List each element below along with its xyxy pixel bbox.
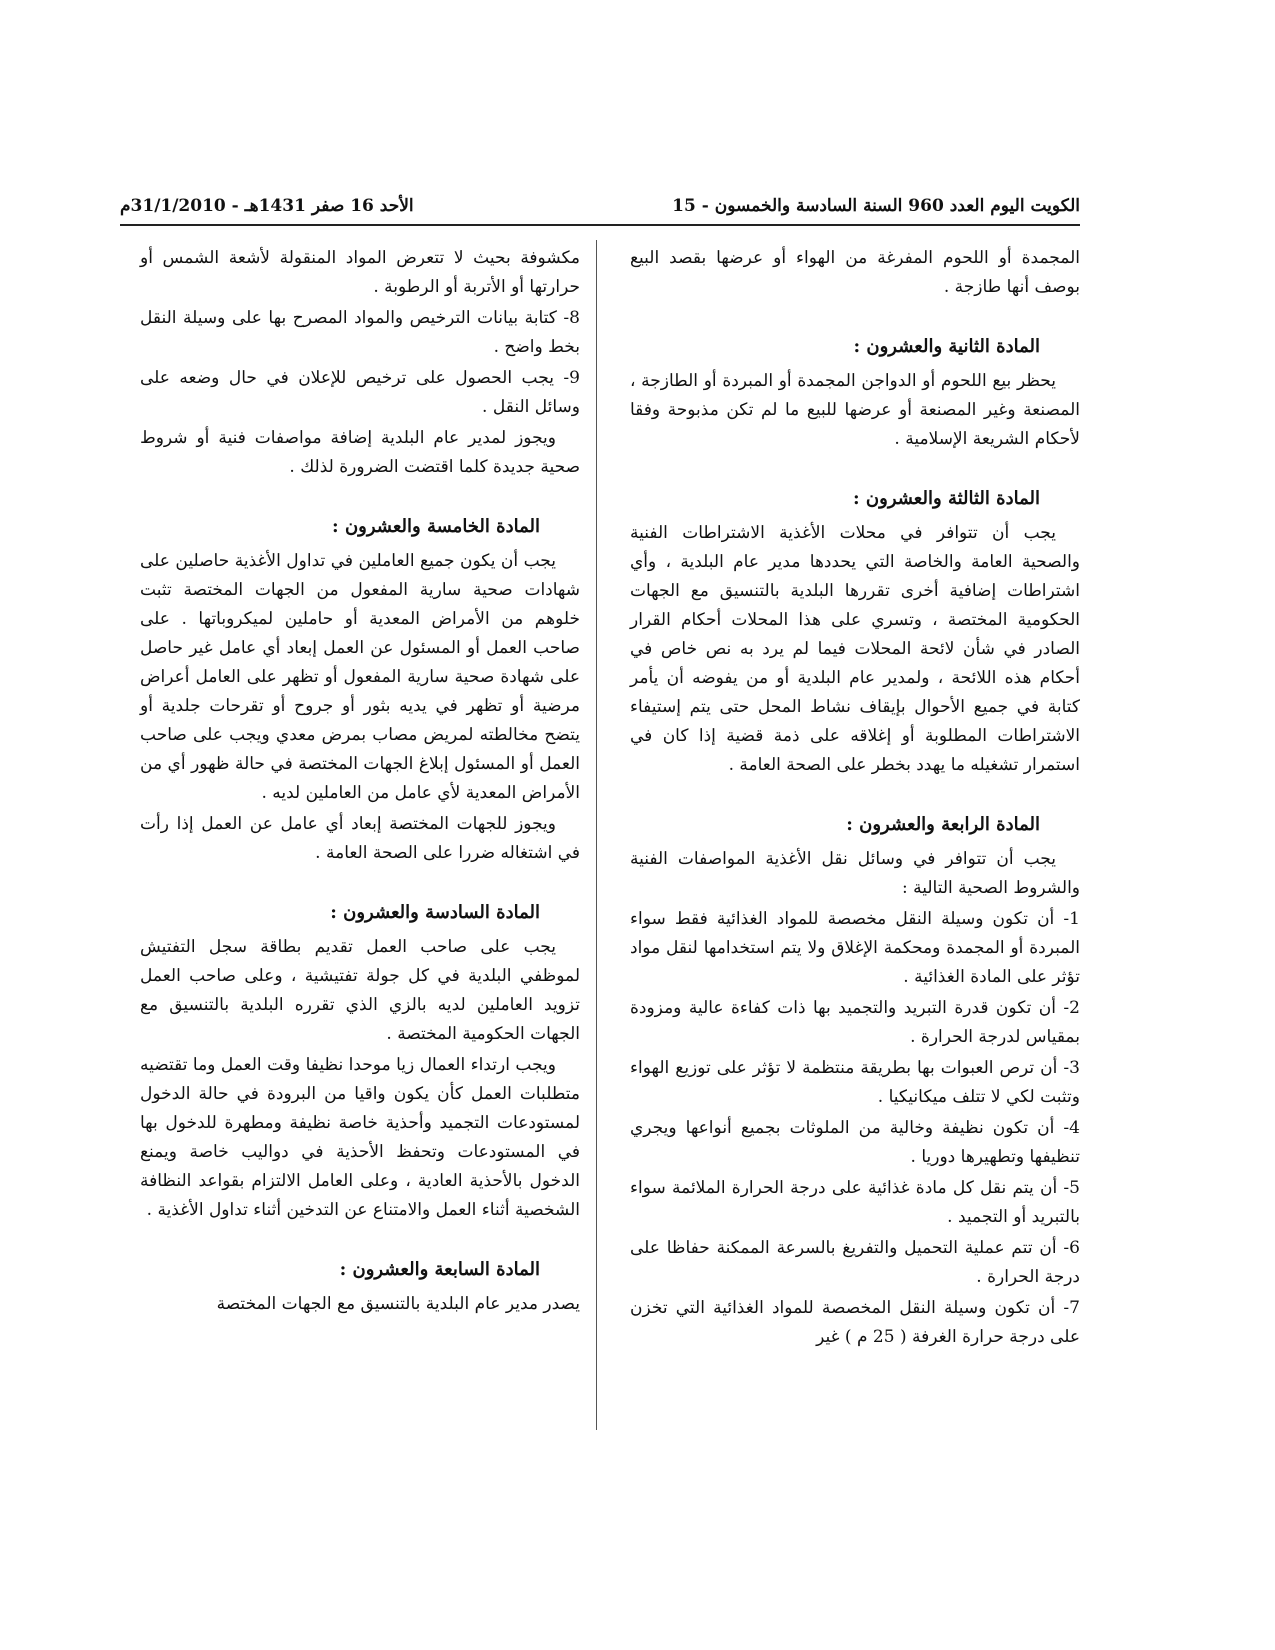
article-heading: المادة الخامسة والعشرون : (332, 516, 540, 537)
left-column (140, 244, 580, 1321)
article-heading: المادة السابعة والعشرون : (339, 1259, 540, 1280)
paragraph: ويجب ارتداء العمال زيا موحدا نظيفا وقت العمل وما تقتضيه متطلبات العمل كأن يكون واقيا من البرودة في حالة الدخول لمستودعات التجميد وأحذية خاصة نظيفة ومطهرة للدخول بها في المستودعات وتحفظ الأحذية في دواليب خاصة ويمنع الدخول بالأحذية العادية ، وعلى العامل الالتزام بقواعد النظافة الشخصية أثناء العمل والامتناع عن التدخين أثناء تداول الأغذية . (140, 1055, 580, 1220)
paragraph: يجب أن تتوافر في محلات الأغذية الاشتراطات الفنية والصحية العامة والخاصة التي يحددها مدير عام البلدية ، وأي اشتراطات إضافية أخرى تقررها البلدية بالتنسيق مع الجهات الحكومية المختصة ، وتسري على هذا المحلات أحكام القرار الصادر في شأن لائحة المحلات فيما لم يرد به نص خاص في أحكام هذه اللائحة ، ولمدير عام البلدية أو من يفوضه أن يأمر كتابة في جميع الأحوال بإيقاف نشاط المحل حتى يتم إستيفاء الاشتراطات المطلوبة أو إغلاقه على ذمة قضية إذا كان في استمرار تشغيله ما يهدد بخطر على الصحة العامة . (630, 523, 1080, 775)
article-heading: المادة الثانية والعشرون : (853, 336, 1040, 357)
list-item: 3- أن ترص العبوات بها بطريقة منتظمة لا تؤثر على توزيع الهواء وتثبت لكي لا تتلف ميكانيكيا . (630, 1058, 1080, 1107)
paragraph: مكشوفة بحيث لا تتعرض المواد المنقولة لأشعة الشمس أو حرارتها أو الأتربة أو الرطوبة . (140, 248, 580, 297)
column-divider (596, 240, 597, 1430)
header-rule (120, 224, 1080, 226)
list-item: 2- أن تكون قدرة التبريد والتجميد بها ذات كفاءة عالية ومزودة بمقياس لدرجة الحرارة . (630, 998, 1080, 1047)
article-heading: المادة السادسة والعشرون : (330, 902, 540, 923)
list-item: 4- أن تكون نظيفة وخالية من الملوثات بجميع أنواعها ويجري تنظيفها وتطهيرها دوريا . (630, 1118, 1080, 1167)
paragraph: ويجوز لمدير عام البلدية إضافة مواصفات فنية أو شروط صحية جديدة كلما اقتضت الضرورة لذلك . (140, 428, 580, 477)
paragraph: يجب على صاحب العمل تقديم بطاقة سجل التفتيش لموظفي البلدية في كل جولة تفتيشية ، وعلى صاحب العمل تزويد العاملين لديه بالزي الذي تقرره البلدية بالتنسيق مع الجهات الحكومية المختصة . (140, 937, 580, 1044)
list-item: 6- أن تتم عملية التحميل والتفريغ بالسرعة الممكنة حفاظا على درجة الحرارة . (630, 1238, 1080, 1287)
paragraph: يجب أن يكون جميع العاملين في تداول الأغذية حاصلين على شهادات صحية سارية المفعول من الجهات المختصة تثبت خلوهم من الأمراض المعدية أو حاملين لميكروباتها . على صاحب العمل أو المسئول عن العمل إبعاد أي عامل غير حاصل على شهادة صحية سارية المفعول أو تظهر على العامل أعراض مرضية أو تظهر في يديه بثور أو جروح أو تقرحات جلدية أو يتضح مخالطته لمريض مصاب بمرض معدي ويجب على صاحب العمل أو المسئول إبلاغ الجهات المختصة في حالة ظهور أي من الأمراض المعدية لأي عامل من العاملين لديه . (140, 551, 580, 803)
paragraph: يحظر بيع اللحوم أو الدواجن المجمدة أو المبردة أو الطازجة ، المصنعة وغير المصنعة أو عرضها للبيع ما لم تكن مذبوحة وفقا لأحكام الشريعة الإسلامية . (630, 371, 1080, 449)
paragraph: المجمدة أو اللحوم المفرغة من الهواء أو عرضها بقصد البيع بوصف أنها طازجة . (630, 248, 1080, 297)
article-heading: المادة الرابعة والعشرون : (846, 814, 1040, 835)
list-item: 7- أن تكون وسيلة النقل المخصصة للمواد الغذائية التي تخزن على درجة حرارة الغرفة ( 25 م ) غير (630, 1298, 1080, 1347)
list-item: 1- أن تكون وسيلة النقل مخصصة للمواد الغذائية فقط سواء المبردة أو المجمدة ومحكمة الإغلاق ولا يتم استخدامها لنقل مواد تؤثر على المادة الغذائية . (630, 909, 1080, 987)
list-item: 5- أن يتم نقل كل مادة غذائية على درجة الحرارة الملائمة سواء بالتبريد أو التجميد . (630, 1178, 1080, 1227)
right-column (630, 244, 1080, 1354)
paragraph: يصدر مدير عام البلدية بالتنسيق مع الجهات المختصة (216, 1294, 580, 1314)
paragraph: يجب أن تتوافر في وسائل نقل الأغذية المواصفات الفنية والشروط الصحية التالية : (630, 849, 1080, 898)
article-heading: المادة الثالثة والعشرون : (853, 488, 1040, 509)
header-date: الأحد 16 صفر 1431هـ - 31/1/2010م (120, 196, 414, 216)
page-header (120, 196, 1080, 220)
list-item: 8- كتابة بيانات الترخيص والمواد المصرح بها على وسيلة النقل بخط واضح . (140, 308, 580, 357)
list-item: 9- يجب الحصول على ترخيص للإعلان في حال وضعه على وسائل النقل . (140, 368, 580, 417)
header-issue-info: الكويت اليوم العدد 960 السنة السادسة والخمسون - 15 (672, 196, 1080, 216)
paragraph: ويجوز للجهات المختصة إبعاد أي عامل عن العمل إذا رأت في اشتغاله ضررا على الصحة العامة . (140, 814, 580, 863)
